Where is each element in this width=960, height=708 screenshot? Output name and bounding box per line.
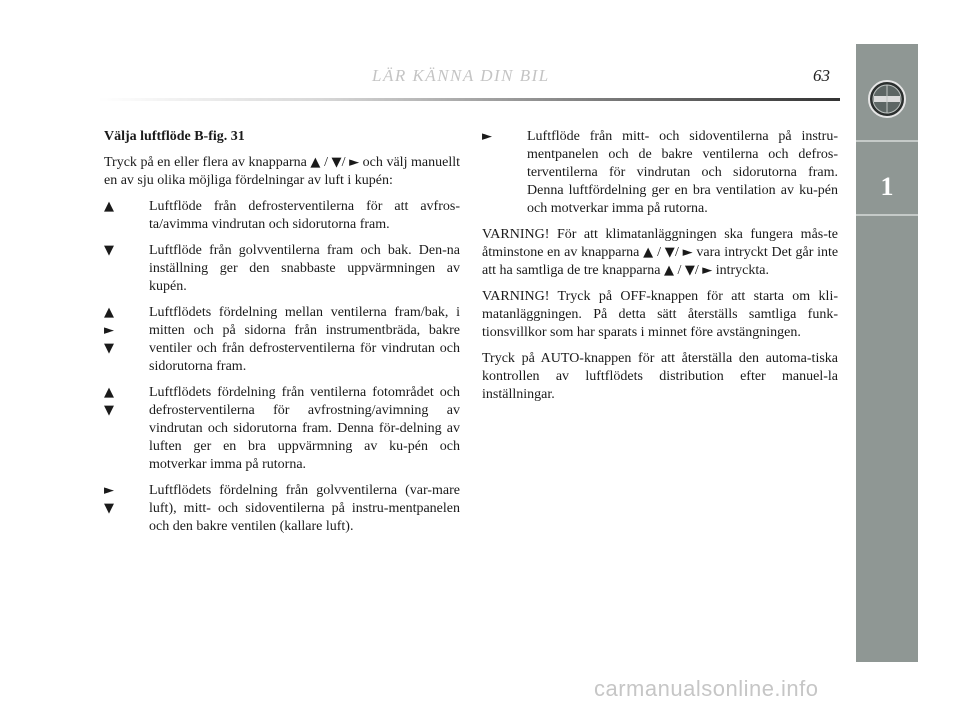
right-arrow-icon: ►	[682, 245, 693, 260]
right-column	[482, 128, 838, 412]
right-arrow-icon: ►	[482, 129, 492, 144]
down-arrow-icon: ▼	[684, 263, 695, 278]
separator: /	[657, 245, 662, 260]
warning-text-a: VARNING! För att klimatanläggningen ska fungera mås-te åtminstone en av knapparna	[482, 227, 838, 260]
warning-text-c: intryckta.	[715, 263, 769, 278]
header-rule	[98, 98, 840, 101]
separator: /	[677, 263, 682, 278]
down-arrow-icon: ▼	[104, 501, 114, 516]
list-item-text: Luftflöde från mitt- och sidoventilerna på instru-mentpanelen och de bakre ventilerna och defros-terventilerna för vindrutan och sidorutorna fram. Denna luftfördelning ger en bra ventilation av ku-pén och motverkar imma på rutorna.	[527, 129, 838, 216]
up-arrow-icon: ▲	[643, 245, 654, 260]
right-arrow-icon: ►	[104, 323, 114, 338]
list-item-text: Luftflöde från golvventilerna fram och bak. Den-na inställning ger den snabbaste uppvärmningen av kupén.	[149, 243, 460, 294]
up-arrow-icon: ▲	[104, 385, 114, 400]
sidebar-divider	[856, 140, 918, 142]
chapter-number: 1	[880, 172, 894, 201]
intro-paragraph	[104, 154, 460, 190]
page-number: 63	[813, 66, 830, 85]
warning-text-b: vara intryckt Det går inte att ha samtliga de tre knapparna	[482, 245, 839, 278]
list-item-text: Luftflöde från defrosterventilerna för att avfros-ta/avimma vindrutan och sidorutorna fram.	[149, 199, 460, 232]
down-arrow-icon: ▼	[104, 243, 114, 258]
down-arrow-icon: ▼	[104, 341, 114, 356]
separator: /	[675, 245, 679, 260]
watermark: carmanualsonline.info	[594, 676, 819, 701]
warning-paragraph: VARNING! Tryck på OFF-knappen för att starta om kli-matanläggningen. På detta sätt återställs samtliga funk-tionsvillkor som har sparats i minnet före avstängningen.	[482, 289, 838, 340]
right-arrow-icon: ►	[104, 483, 114, 498]
separator: /	[694, 263, 699, 278]
down-arrow-icon: ▼	[104, 403, 114, 418]
lancia-shield-icon	[867, 79, 907, 119]
section-heading: Välja luftflöde B-fig. 31	[104, 129, 245, 144]
separator: /	[324, 155, 328, 170]
logo-box	[856, 68, 918, 130]
right-arrow-icon: ►	[702, 263, 713, 278]
down-arrow-icon: ▼	[331, 155, 342, 170]
separator: /	[341, 155, 346, 170]
up-arrow-icon: ▲	[663, 263, 674, 278]
chapter-sidebar	[856, 44, 918, 662]
intro-text-a: Tryck på en eller flera av knapparna	[104, 155, 307, 170]
list-item-text: Luftflödets fördelning från golvventilerna (var-mare luft), mitt- och sidoventilerna på instru-mentpanelen och den bakre ventilen (kallare luft).	[149, 483, 460, 534]
list-item-text: Luftflödets fördelning från ventilerna fotområdet och defrosterventilerna för avfrostning/avimning av vindrutan och sidorutorna fram. Denna för-delning av luften ger en bra uppvärmning av ku-pén och motverkar imma på rutorna.	[149, 385, 460, 472]
list-item-text: Luftflödets fördelning mellan ventilerna fram/bak, i mitten och på sidorna från instrumentbräda, bakre ventiler och från defrosterventilerna för vindrutan och sidorutorna fram.	[149, 305, 460, 374]
warning-paragraph	[482, 226, 838, 280]
list-item	[104, 198, 460, 234]
list-item	[104, 384, 460, 474]
header-title: LÄR KÄNNA DIN BIL	[372, 66, 550, 85]
intro-text-b: och välj manuellt en av sju olika möjliga fördelningar av luft i kupén:	[104, 155, 461, 188]
up-arrow-icon: ▲	[104, 199, 114, 214]
list-item	[482, 128, 838, 218]
down-arrow-icon: ▼	[664, 245, 676, 260]
right-arrow-icon: ►	[349, 155, 360, 170]
left-column	[104, 128, 460, 544]
list-item	[104, 242, 460, 296]
list-item	[104, 482, 460, 536]
auto-paragraph: Tryck på AUTO-knappen för att återställa den automa-tiska kontrollen av luftflödets distribution efter manuel-la inställningar.	[482, 351, 838, 402]
up-arrow-icon: ▲	[104, 305, 114, 320]
sidebar-divider	[856, 214, 918, 216]
up-arrow-icon: ▲	[310, 155, 321, 170]
list-item	[104, 304, 460, 376]
